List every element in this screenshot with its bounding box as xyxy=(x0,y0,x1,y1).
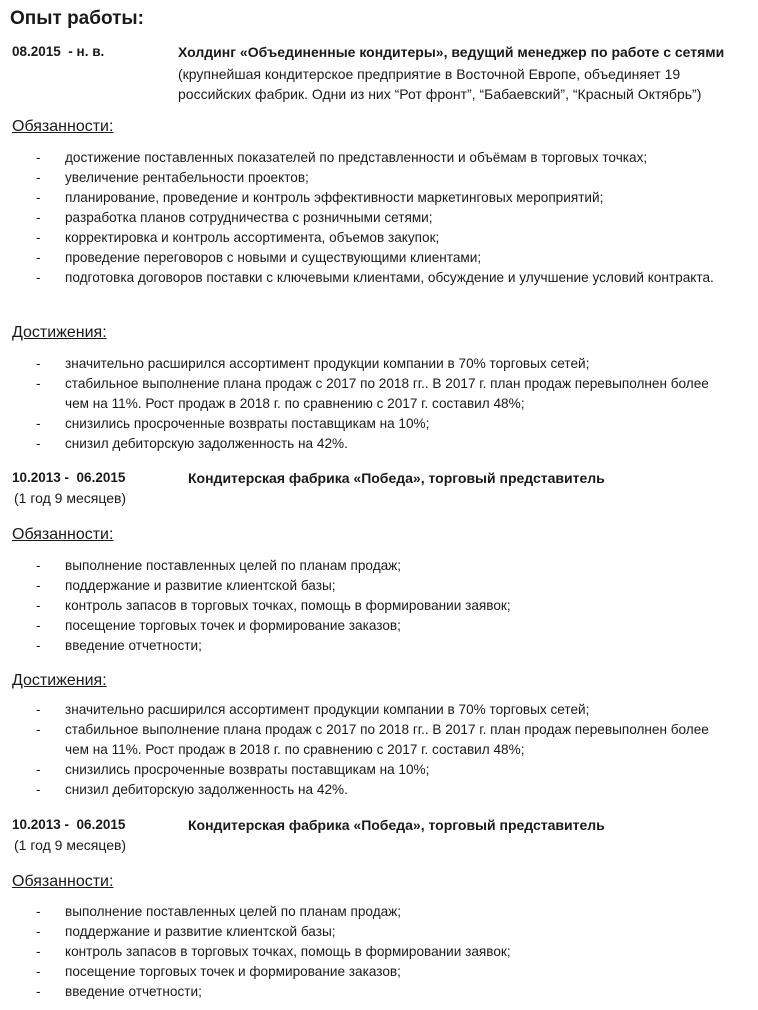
list-item: - поддержание и развитие клиентской базы; xyxy=(36,578,336,593)
list-item: - увеличение рентабельности проектов; xyxy=(36,170,309,185)
list-item: - планирование, проведение и контроль эффективности маркетинговых мероприятий; xyxy=(36,190,604,205)
job-duration: (1 год 9 месяцев) xyxy=(14,837,127,853)
job-title: Холдинг «Объединенные кондитеры», ведущий менеджер по работе с сетями xyxy=(178,44,725,60)
list-item: - поддержание и развитие клиентской базы; xyxy=(36,924,336,939)
list-item: - стабильное выполнение плана продаж с 2017 по 2018 гг.. В 2017 г. план продаж перевыполнен более чем на 11%. Рост продаж в 2018 г. по сравнению с 2017 г. составил 48%; xyxy=(36,376,709,411)
duties-list xyxy=(0,556,720,656)
list-item: - значительно расширился ассортимент продукции компании в 70% торговых сетей; xyxy=(36,356,590,371)
list-item: - введение отчетности; xyxy=(36,984,202,999)
list-item: - значительно расширился ассортимент продукции компании в 70% торговых сетей; xyxy=(36,702,590,717)
list-item: - проведение переговоров с новыми и существующими клиентами; xyxy=(36,250,482,265)
job-dates: 10.2013 - 06.2015 xyxy=(12,817,126,832)
list-item: - подготовка договоров поставки с ключевыми клиентами, обсуждение и улучшение условий контракта. xyxy=(36,270,714,285)
list-item: - стабильное выполнение плана продаж с 2017 по 2018 гг.. В 2017 г. план продаж перевыполнен более чем на 11%. Рост продаж в 2018 г. по сравнению с 2017 г. составил 48%; xyxy=(36,722,709,757)
job-title: Кондитерская фабрика «Победа», торговый представитель xyxy=(188,470,605,486)
duties-list xyxy=(0,148,720,288)
list-item: - введение отчетности; xyxy=(36,638,202,653)
list-item: - контроль запасов в торговых точках, помощь в формировании заявок; xyxy=(36,944,511,959)
job-description: (крупнейшая кондитерское предприятие в Восточной Европе, объединяет 19 российских фабрик. Одни из них “Рот фронт”, “Бабаевский”, “Красный Октябрь”) xyxy=(178,66,702,102)
section-heading-duties: Обязанности: xyxy=(12,118,114,135)
section-heading-achievements: Достижения: xyxy=(12,324,107,341)
list-item: - снизил дебиторскую задолженность на 42%. xyxy=(36,782,348,797)
job-dates: 08.2015 - н. в. xyxy=(12,44,105,59)
list-item: - выполнение поставленных целей по планам продаж; xyxy=(36,904,402,919)
achievements-list xyxy=(0,700,720,800)
list-item: - достижение поставленных показателей по представленности и объёмам в торговых точках; xyxy=(36,150,648,165)
page-title: Опыт работы: xyxy=(10,8,144,29)
job-dates: 10.2013 - 06.2015 xyxy=(12,470,126,485)
section-heading-duties: Обязанности: xyxy=(12,873,114,890)
list-item: - выполнение поставленных целей по планам продаж; xyxy=(36,558,402,573)
list-item: - посещение торговых точек и формирование заказов; xyxy=(36,964,401,979)
duties-list xyxy=(0,902,720,1002)
section-heading-duties: Обязанности: xyxy=(12,526,114,543)
list-item: - корректировка и контроль ассортимента, объемов закупок; xyxy=(36,230,440,245)
list-item: - снизились просроченные возвраты поставщикам на 10%; xyxy=(36,416,430,431)
achievements-list xyxy=(0,354,720,454)
section-heading-achievements: Достижения: xyxy=(12,672,107,689)
job-title: Кондитерская фабрика «Победа», торговый представитель xyxy=(188,817,605,833)
list-item: - контроль запасов в торговых точках, помощь в формировании заявок; xyxy=(36,598,511,613)
job-duration: (1 год 9 месяцев) xyxy=(14,490,127,506)
list-item: - посещение торговых точек и формирование заказов; xyxy=(36,618,401,633)
list-item: - снизились просроченные возвраты поставщикам на 10%; xyxy=(36,762,430,777)
list-item: - разработка планов сотрудничества с розничными сетями; xyxy=(36,210,433,225)
list-item: - снизил дебиторскую задолженность на 42%. xyxy=(36,436,348,451)
